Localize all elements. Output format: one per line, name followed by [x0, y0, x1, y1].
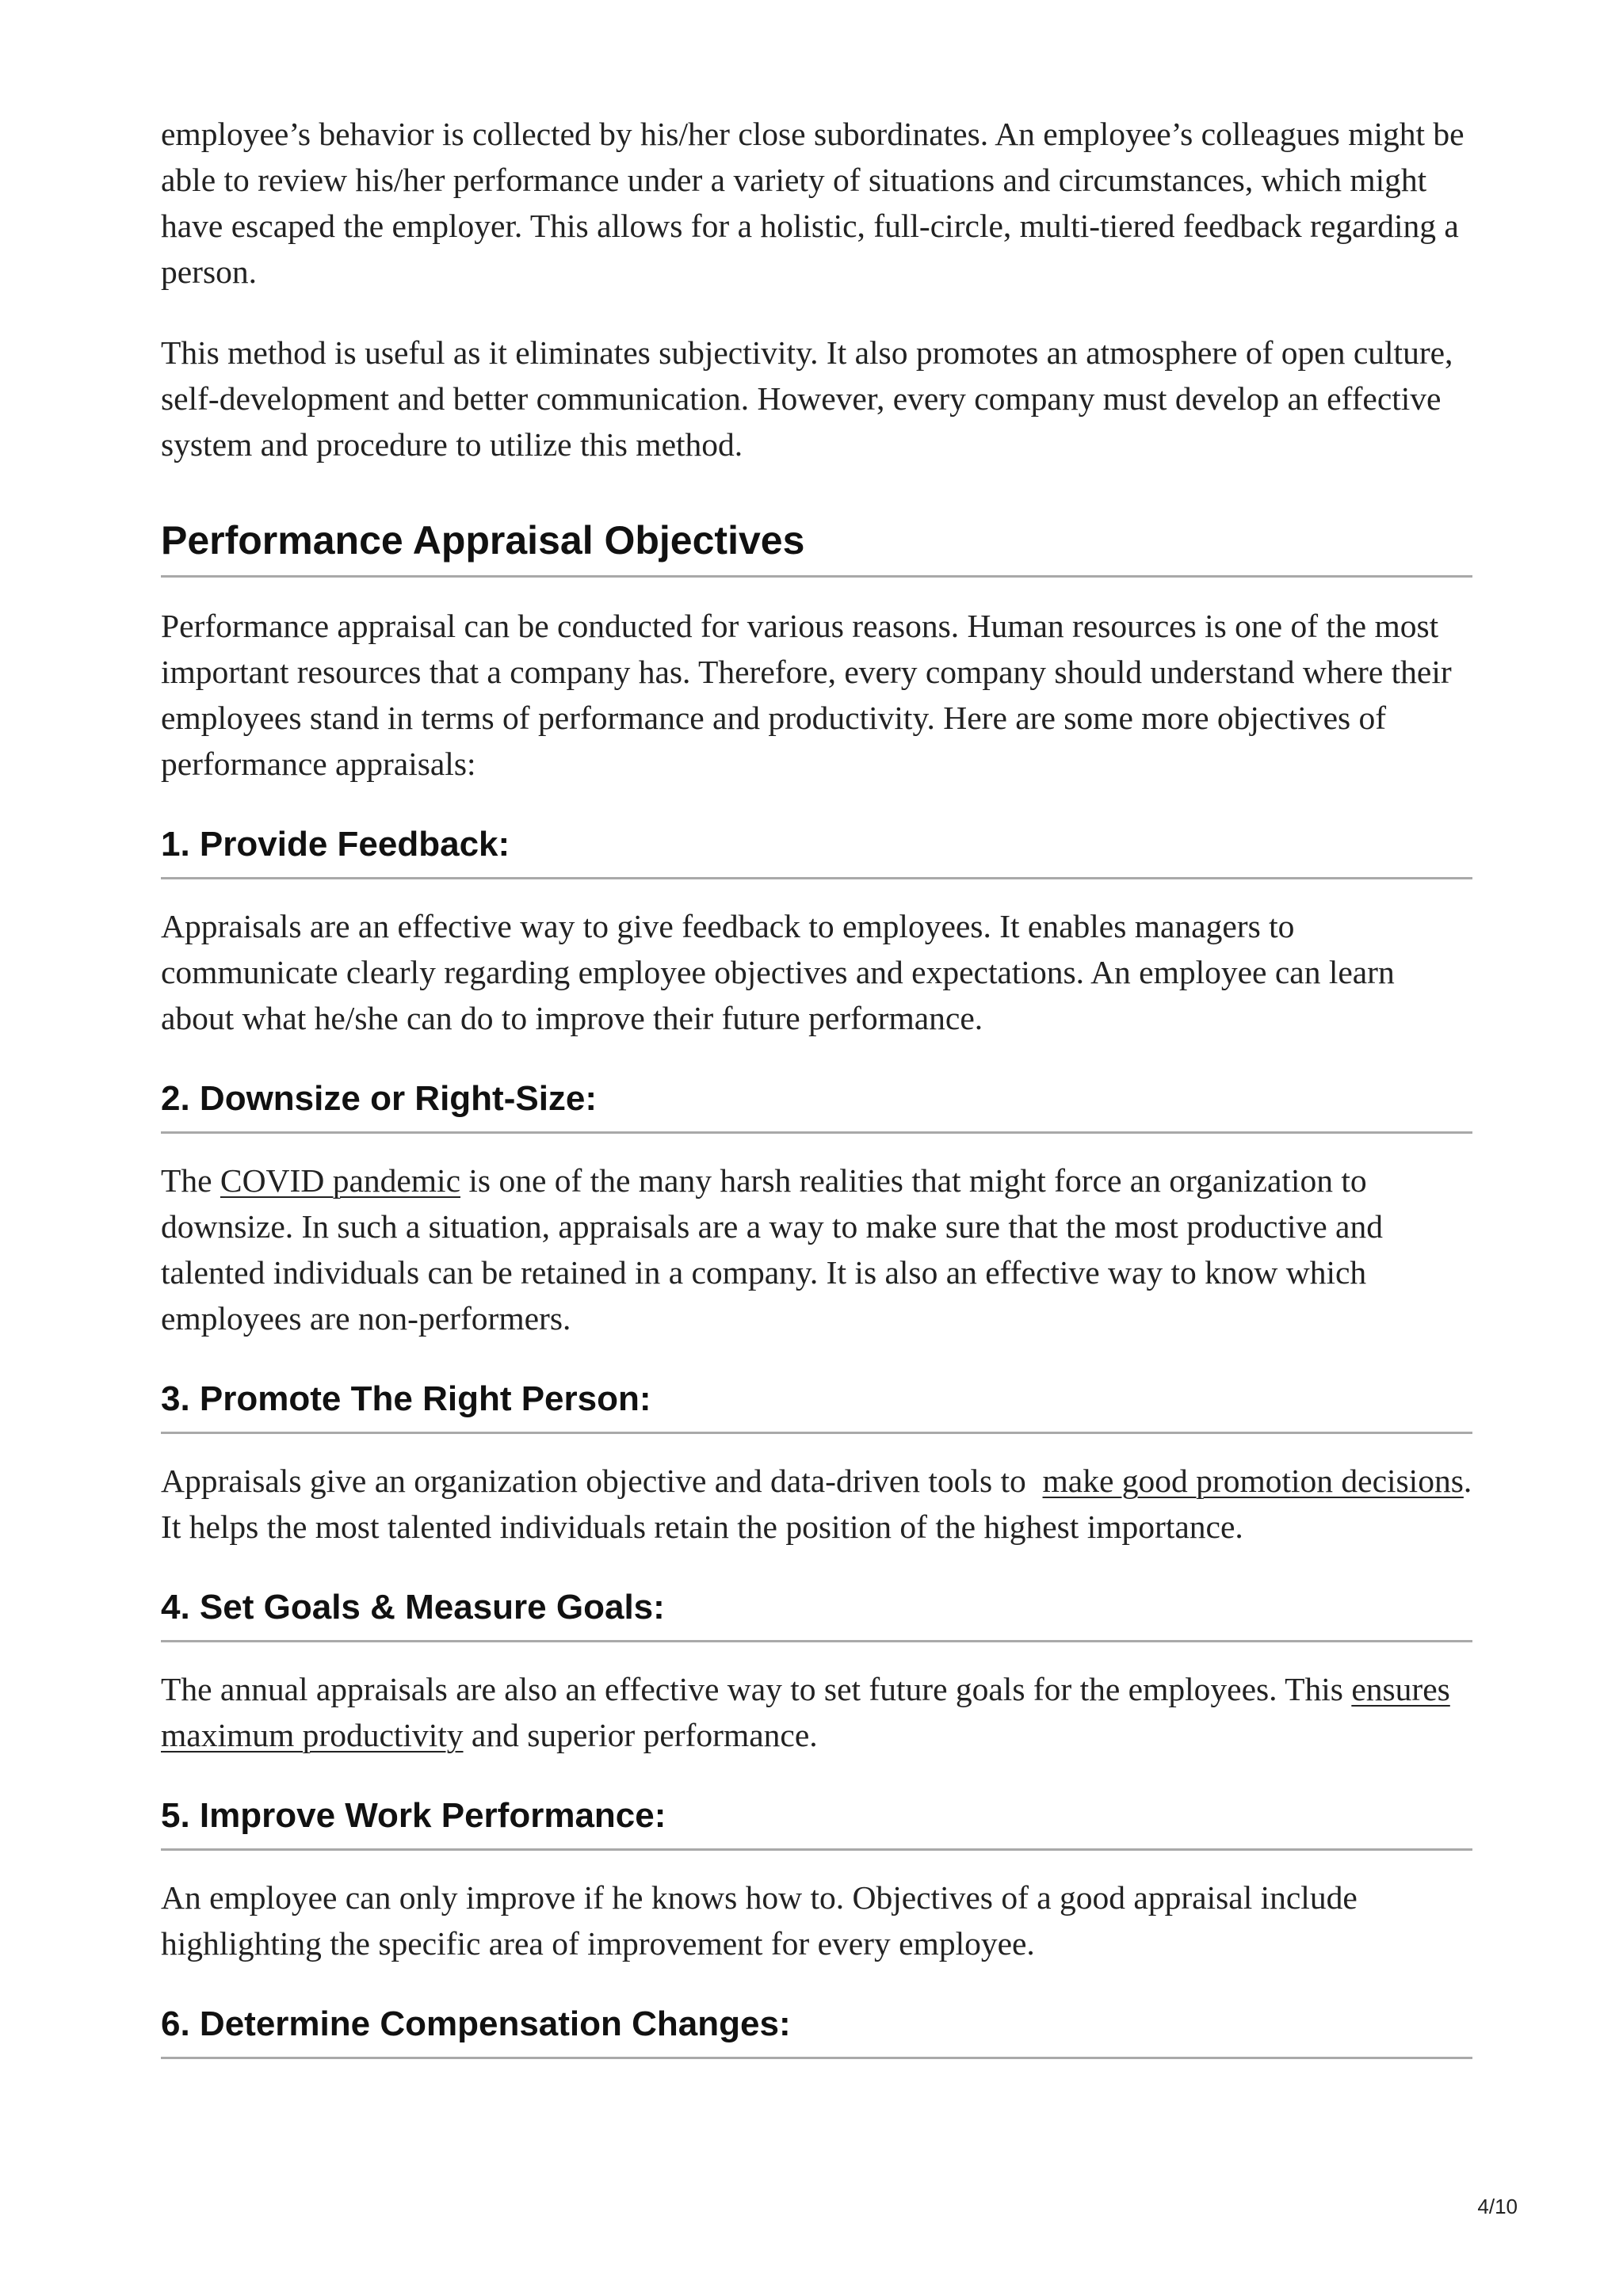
downsize-paragraph	[161, 1158, 1472, 1341]
subheading-improve-performance: 5. Improve Work Performance:	[161, 1794, 1472, 1851]
promote-text-post: . It helps the most talented individuals retain the position of the highest importance.	[161, 1463, 1472, 1545]
promote-text-pre: Appraisals give an organization objective and data-driven tools to	[161, 1463, 1043, 1499]
improve-performance-paragraph: An employee can only improve if he knows how to. Objectives of a good appraisal include highlighting the specific area of improvement for every employee.	[161, 1879, 1358, 1962]
subheading-provide-feedback: 1. Provide Feedback:	[161, 823, 1472, 879]
set-goals-text-post: and superior performance.	[463, 1717, 818, 1753]
subheading-compensation: 6. Determine Compensation Changes:	[161, 2003, 1472, 2059]
page-number: 4/10	[1477, 2195, 1518, 2218]
subheading-set-goals: 4. Set Goals & Measure Goals:	[161, 1586, 1472, 1642]
section-heading-objectives: Performance Appraisal Objectives	[161, 517, 1472, 578]
promotion-decisions-link[interactable]: make good promotion decisions	[1042, 1463, 1464, 1499]
set-goals-text-pre: The annual appraisals are also an effective way to set future goals for the employees. This	[161, 1671, 1352, 1707]
downsize-text-post: is one of the many harsh realities that might force an organization to downsize. In such a situation, appraisals are a way to make sure that the most productive and talented individuals can be retained in a company. It is also an effective way to know which employees are non-performers.	[161, 1162, 1383, 1337]
promote-paragraph	[161, 1458, 1472, 1550]
intro-paragraph-1: employee’s behavior is collected by his/her close subordinates. An employee’s colleagues might be able to review his/her performance under a variety of situations and circumstances, which might have escaped the employer. This allows for a holistic, full-circle, multi-tiered feedback regarding a person.	[161, 116, 1465, 290]
maximum-productivity-link[interactable]: ensures maximum productivity	[161, 1671, 1450, 1753]
set-goals-paragraph	[161, 1666, 1472, 1758]
objectives-paragraph: Performance appraisal can be conducted for various reasons. Human resources is one of the most important resources that a company has. Therefore, every company should understand where their employees stand in terms of performance and productivity. Here are some more objectives of performance appraisals:	[161, 608, 1452, 782]
subheading-downsize: 2. Downsize or Right-Size:	[161, 1077, 1472, 1134]
provide-feedback-paragraph: Appraisals are an effective way to give feedback to employees. It enables managers to communicate clearly regarding employee objectives and expectations. An employee can learn about what he/she can do to improve their future performance.	[161, 908, 1395, 1036]
downsize-text-pre: The	[161, 1162, 220, 1199]
document-body	[161, 111, 1472, 2083]
covid-pandemic-link[interactable]: COVID pandemic	[220, 1162, 461, 1199]
intro-paragraph-2: This method is useful as it eliminates subjectivity. It also promotes an atmosphere of open culture, self-development and better communication. However, every company must develop an effective system and procedure to utilize this method.	[161, 334, 1453, 463]
subheading-promote: 3. Promote The Right Person:	[161, 1378, 1472, 1434]
